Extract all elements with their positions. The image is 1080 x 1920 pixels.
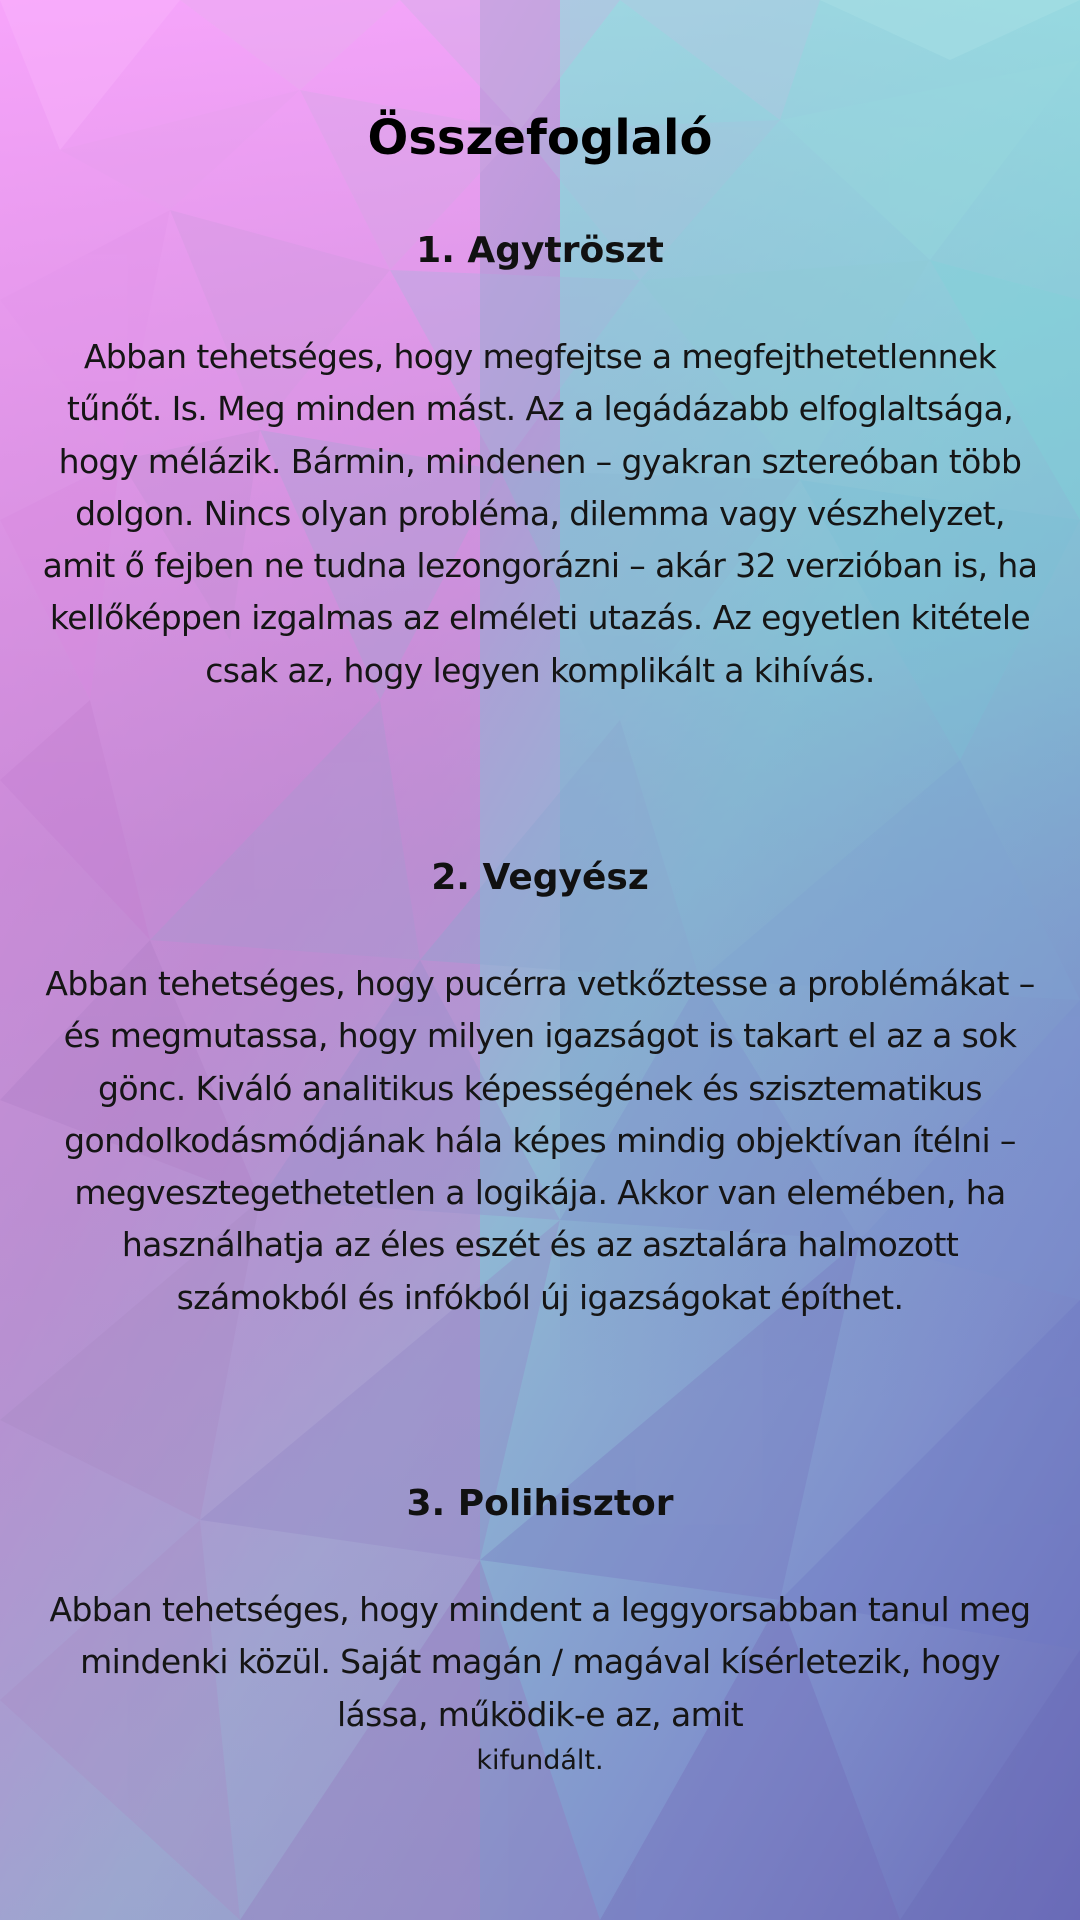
section-body-polihisztor-tail: kifundált. [476,1745,604,1776]
page-title: Összefoglaló [367,110,713,166]
section-heading-vegyesz: 2. Vegyész [431,857,649,898]
section-heading-agytroszt: 1. Agytröszt [416,230,664,271]
section-body-agytroszt: Abban tehetséges, hogy megfejtse a megfejthetetlennek tűnőt. Is. Meg minden mást. Az a legádázabb elfoglaltsága, hogy mélázik. Bármin, mindenen – gyakran sztereóban több dolgon. Nincs olyan probléma, dilemma vagy vészhelyzet, amit ő fejben ne tudna lezongorázni – akár 32 verzióban is, ha kellőképpen izgalmas az elméleti utazás. Az egyetlen kitétele csak az, hogy legyen komplikált a kihívás. [42,337,1038,690]
section-body-vegyesz: Abban tehetséges, hogy pucérra vetkőztesse a problémákat – és megmutassa, hogy milyen igazságot is takart el az a sok gönc. Kiváló analitikus képességének és szisztematikus gondolkodásmódjának hála képes mindig objektívan ítélni – megvesztegethetetlen a logikája. Akkor van elemében, ha használhatja az éles eszét és az asztalára halmozott számokból és infókból új igazságokat építhet. [45,964,1035,1317]
section-body-polihisztor: Abban tehetséges, hogy mindent a leggyorsabban tanul meg mindenki közül. Saját magán / magával kísérletezik, hogy lássa, működik-e az, amit [49,1590,1031,1734]
section-heading-polihisztor: 3. Polihisztor [406,1483,674,1524]
